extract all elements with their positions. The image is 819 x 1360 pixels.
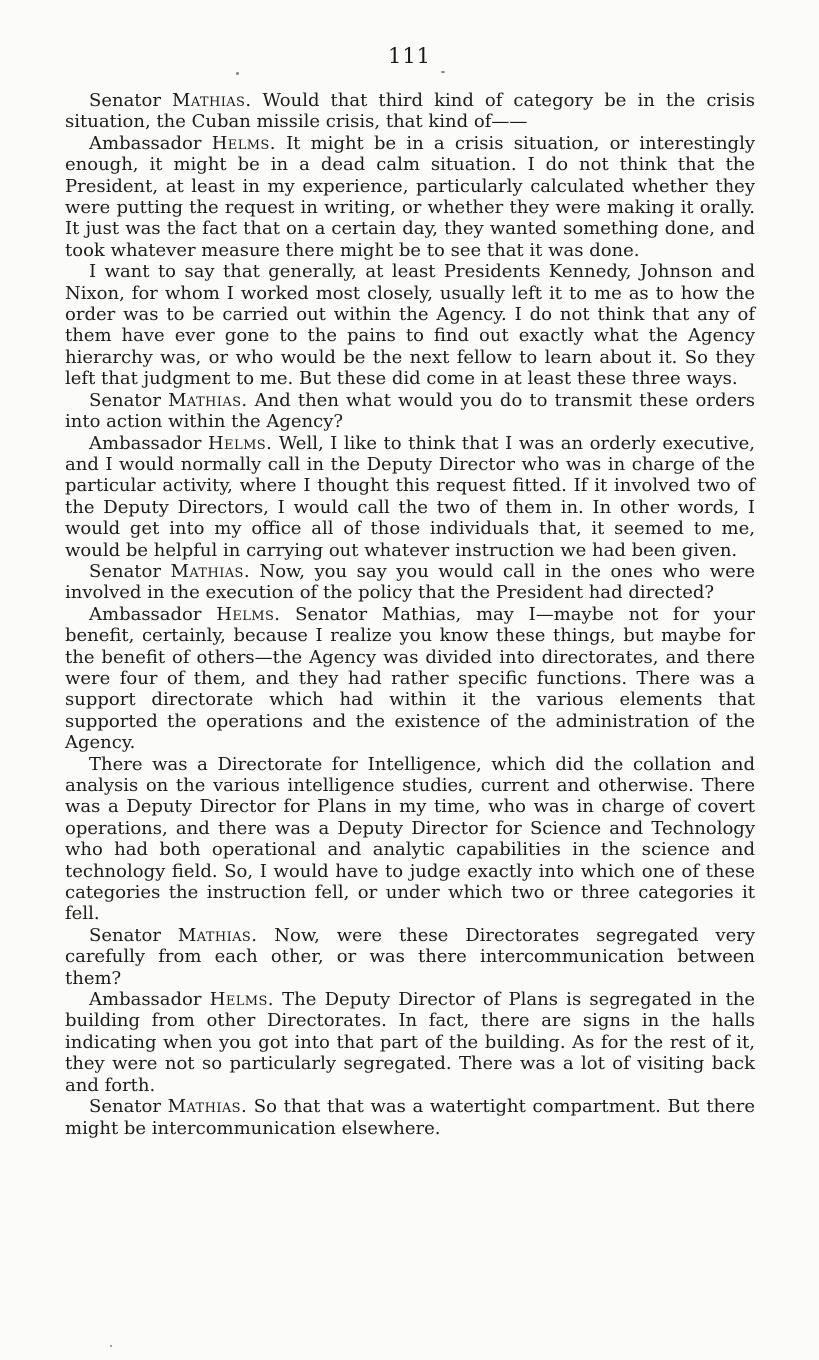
speaker-title: Ambassador (89, 989, 210, 1011)
speaker-name: Mathias. (168, 389, 248, 411)
speaker-title: Ambassador (89, 132, 212, 154)
speaker-name: Mathias. (170, 560, 250, 582)
speaker-title: Ambassador (89, 603, 217, 625)
scan-speck (110, 1345, 112, 1347)
paragraph-text: Senator Mathias, may I—maybe not for your benefit, certainly, because I realize you know these things, but maybe for the benefit of others—the Agency was divided into directorates, and there were four of them, and they had rather specific functions. There was a support directorate which had within it the various elements that supported the operations and the existence of the administration of the Agency. (65, 603, 755, 754)
speaker-name: Helms. (209, 989, 274, 1011)
speaker-name: Helms. (211, 132, 276, 154)
transcript-paragraph (65, 433, 755, 561)
paragraph-text: Well, I like to think that I was an orderly executive, and I would normally call in the Deputy Director who was in charge of the particular activity, where I thought this request fitted. If it involved two of the Deputy Directors, I would call the two of them in. In other words, I would get into my office all of those individuals that, it seemed to me, would be helpful in carrying out whatever instruction we had been given. (65, 432, 755, 561)
speaker-name: Mathias. (177, 924, 258, 946)
paragraph-text: Now, were these Directorates segregated very carefully from each other, or was there intercommunication between them? (65, 924, 755, 989)
transcript-paragraph (65, 604, 755, 754)
speaker-title: Senator (89, 90, 173, 111)
paragraph-text: There was a Directorate for Intelligence, which did the collation and analysis on the various intelligence studies, current and otherwise. There was a Deputy Director for Plans in my time, who was in charge of covert operations, and there was a Deputy Director for Science and Technology who had both operational and analytic capabilities in the science and technology field. So, I would have to judge exactly into which one of these categories the instruction fell, or under which two or three categories it fell. (65, 753, 755, 925)
speaker-title: Senator (89, 389, 169, 411)
transcript-paragraph (65, 1096, 755, 1139)
transcript-paragraph (65, 561, 755, 604)
paragraph-text: It might be in a crisis situation, or interestingly enough, it might be in a dead calm situation. I do not think that the President, at least in my experience, particularly calculated whether they were putting the request in writing, or whether they were making it orally. It just was the fact that on a certain day, they wanted something done, and took whatever measure there might be to see that it was done. (65, 132, 756, 261)
transcript-paragraph (65, 925, 755, 989)
paragraph-text: And then what would you do to transmit these orders into action within the Agency? (65, 389, 755, 433)
speaker-name: Mathias. (172, 90, 252, 111)
speaker-name: Helms. (216, 603, 281, 625)
transcript-paragraph (65, 133, 755, 261)
speaker-name: Mathias. (167, 1096, 248, 1118)
paragraph-text: So that that was a watertight compartment. But there might be intercommunication elsewhere. (65, 1096, 755, 1139)
paragraph-text: The Deputy Director of Plans is segregated in the building from other Directorates. In fact, there are signs in the halls indicating when you got into that part of the building. As for the rest of it, they were not so particularly segregated. There was a lot of visiting back and forth. (65, 989, 755, 1096)
scan-speck (441, 71, 445, 73)
transcript-paragraph (65, 754, 755, 925)
paragraph-text: Would that third kind of category be in the crisis situation, the Cuban missile crisis, that kind of—— (65, 90, 755, 133)
paragraph-text: I want to say that generally, at least Presidents Kennedy, Johnson and Nixon, for whom I worked most closely, usually left it to me as to how the order was to be carried out within the Agency. I do not think that any of them have ever gone to the pains to find out exactly what the Agency hierarchy was, or who would be the next fellow to learn about it. So they left that judgment to me. But these did come in at least these three ways. (65, 261, 755, 390)
speaker-title: Senator (89, 924, 178, 946)
paragraph-text: Now, you say you would call in the ones who were involved in the execution of the policy that the President had directed? (65, 560, 755, 604)
speaker-name: Helms. (208, 432, 273, 454)
speaker-title: Senator (89, 1096, 168, 1118)
transcript-paragraph (65, 90, 755, 133)
transcript-paragraph (65, 989, 755, 1096)
transcript-text-block (65, 90, 755, 1139)
scan-speck (236, 72, 239, 75)
speaker-title: Ambassador (89, 432, 209, 454)
page-number: 111 (387, 44, 432, 68)
transcript-paragraph (65, 261, 755, 389)
speaker-title: Senator (89, 560, 171, 582)
transcript-paragraph (65, 390, 755, 433)
